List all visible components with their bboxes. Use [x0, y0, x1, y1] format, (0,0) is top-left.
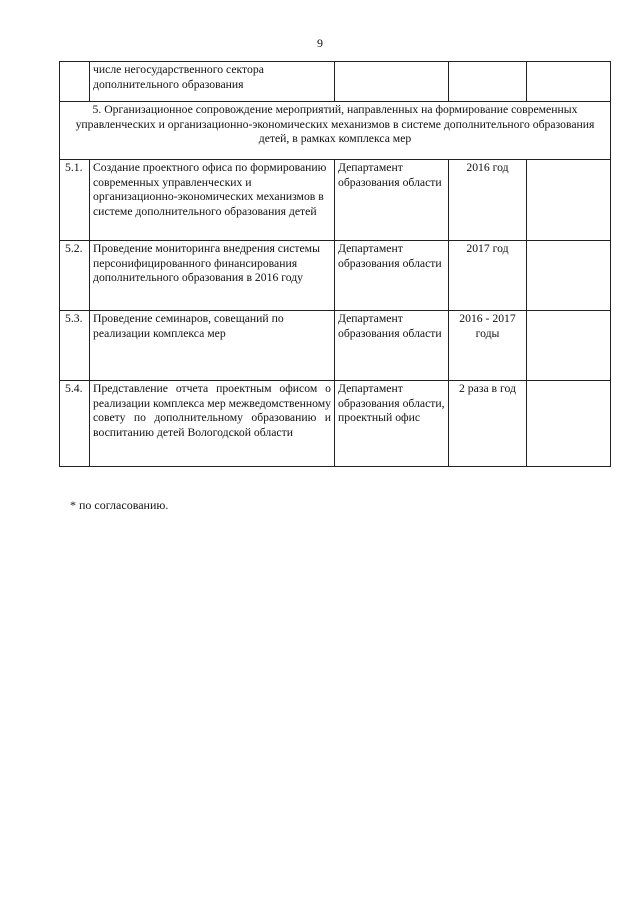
table-row-5-1	[60, 160, 611, 241]
cell-note	[527, 160, 611, 241]
cell-measure: Проведение семинаров, совещаний по реализации комплекса мер	[90, 311, 335, 381]
cell-responsible: Департамент образования области	[335, 311, 449, 381]
cell-term: 2017 год	[449, 241, 527, 311]
measures-table	[59, 61, 611, 467]
cell-term: 2016 год	[449, 160, 527, 241]
cell-measure: Представление отчета проектным офисом о реализации комплекса мер межведомственному совету по дополнительному образованию и воспитанию детей Вологодской области	[90, 381, 335, 467]
cell-term: 2016 - 2017 годы	[449, 311, 527, 381]
section-header: 5. Организационное сопровождение мероприятий, направленных на формирование современных управленческих и организационно-экономических механизмов в системе дополнительного образования детей, в рамках комплекса мер	[60, 102, 611, 160]
cell-number: 5.1.	[60, 160, 90, 241]
cell-measure: числе негосударственного сектора дополнительного образования	[90, 62, 335, 102]
table-row-continued	[60, 62, 611, 102]
cell-number: 5.3.	[60, 311, 90, 381]
cell-note	[527, 381, 611, 467]
section-header-row	[60, 102, 611, 160]
cell-measure: Проведение мониторинга внедрения системы персонифицированного финансирования дополнительного образования в 2016 году	[90, 241, 335, 311]
table-row-5-3	[60, 311, 611, 381]
page-number: 9	[317, 36, 323, 50]
cell-responsible: Департамент образования области	[335, 160, 449, 241]
cell-note	[527, 241, 611, 311]
table-row-5-2	[60, 241, 611, 311]
cell-term	[449, 62, 527, 102]
cell-number	[60, 62, 90, 102]
cell-number: 5.4.	[60, 381, 90, 467]
cell-number: 5.2.	[60, 241, 90, 311]
cell-responsible: Департамент образования области	[335, 241, 449, 311]
cell-note	[527, 62, 611, 102]
cell-responsible: Департамент образования области, проектный офис	[335, 381, 449, 467]
cell-responsible	[335, 62, 449, 102]
cell-term: 2 раза в год	[449, 381, 527, 467]
table-row-5-4	[60, 381, 611, 467]
cell-note	[527, 311, 611, 381]
cell-measure: Создание проектного офиса по формированию современных управленческих и организационно-экономических механизмов в системе дополнительного образования детей	[90, 160, 335, 241]
footnote: * по согласованию.	[70, 498, 169, 512]
